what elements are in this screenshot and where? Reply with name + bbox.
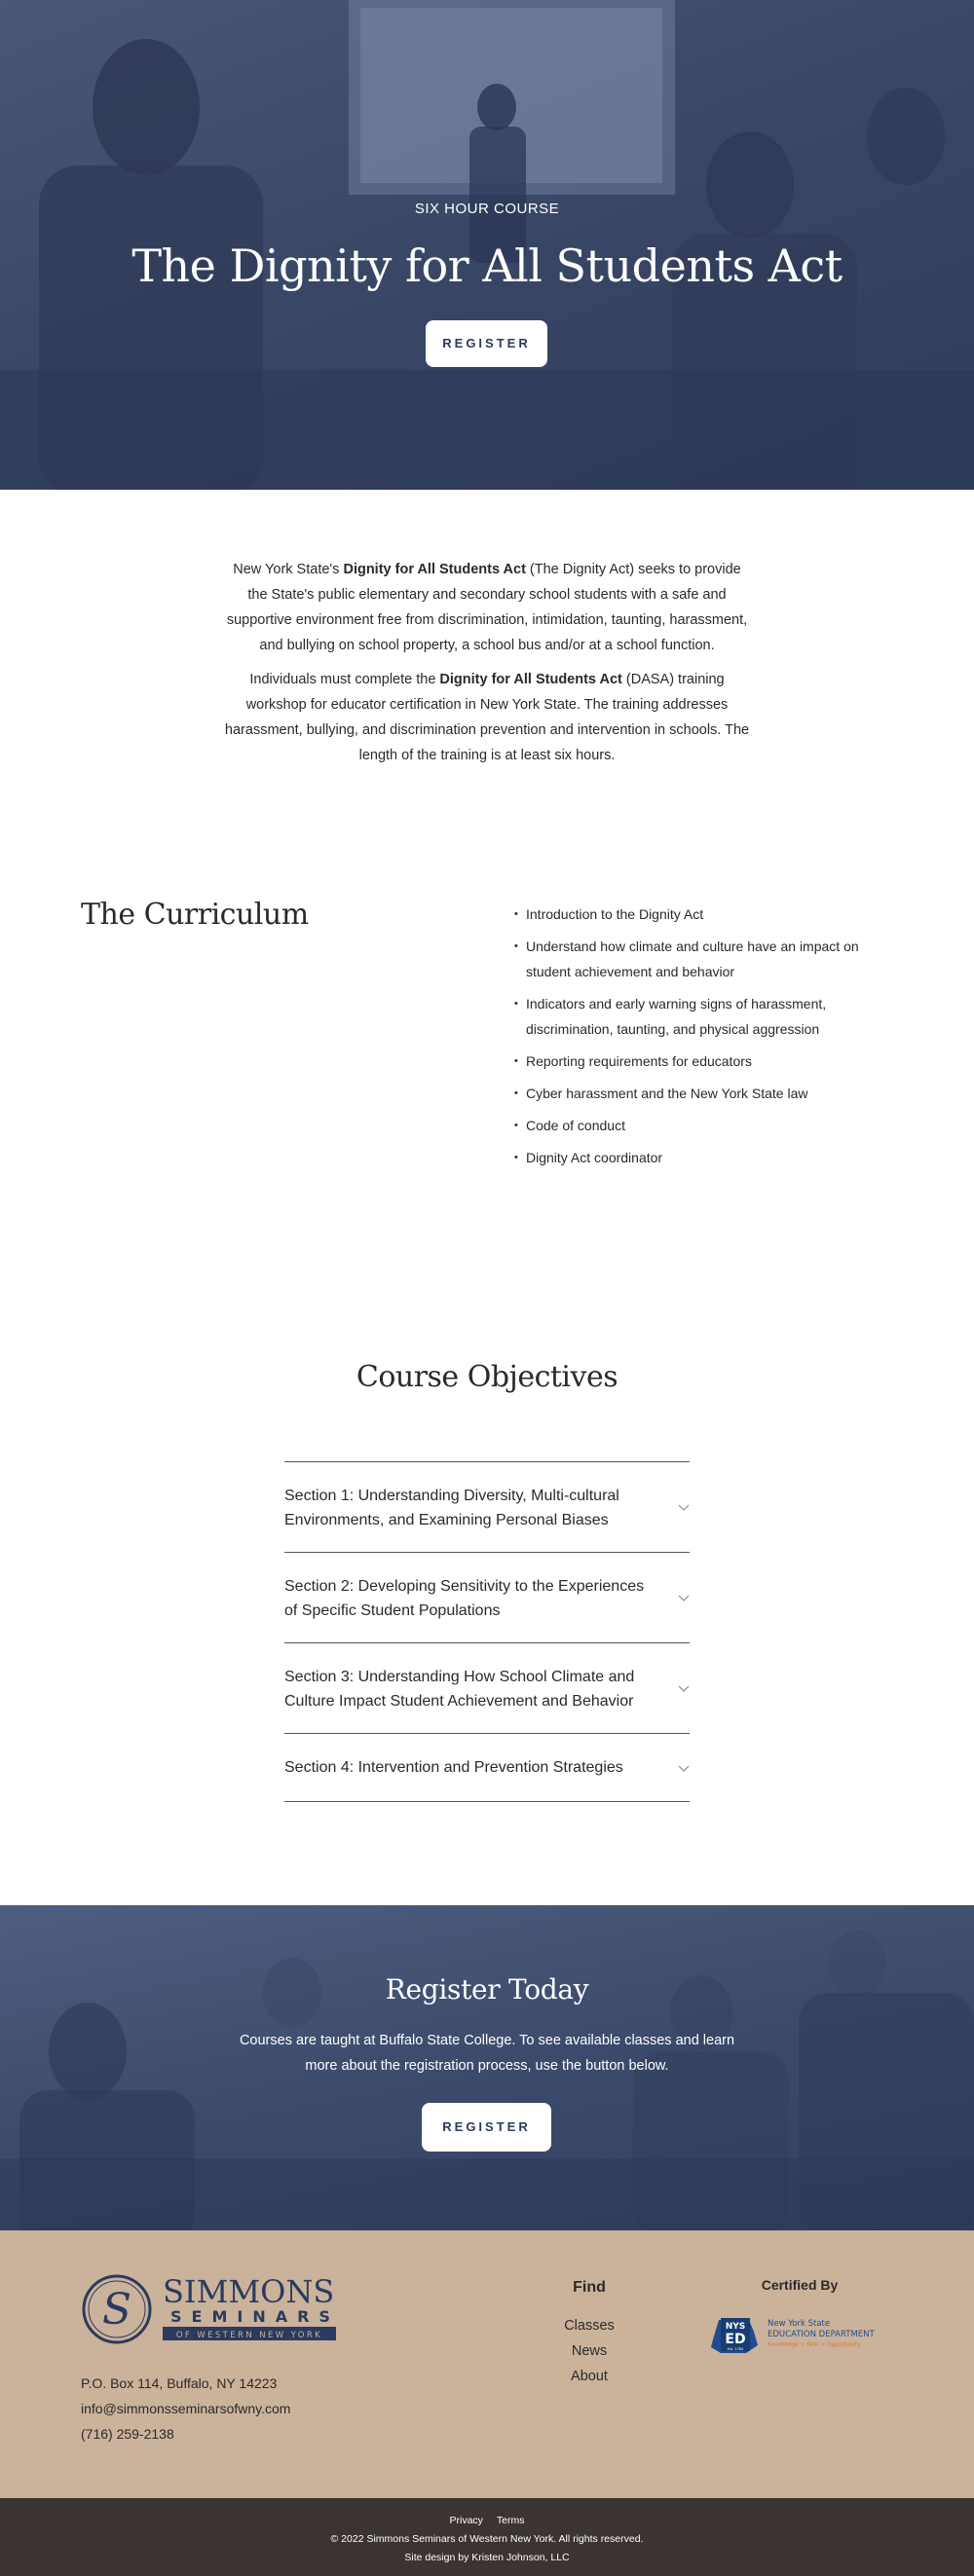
find-heading: Find (573, 2279, 606, 2296)
intro-paragraph-2 (224, 667, 750, 768)
list-item: • Indicators and early warning signs of harassment, discrimination, taunting, and physical aggression (514, 991, 884, 1042)
nysed-motto: Knowledge > Skill > Opportunity (768, 2342, 861, 2348)
list-item: • Dignity Act coordinator (514, 1145, 884, 1170)
accordion-item-section-3[interactable] (284, 1643, 690, 1734)
intro-p1-bold: Dignity for All Students Act (343, 562, 526, 577)
nysed-name-line1: New York State (768, 2319, 831, 2329)
footer-link-about[interactable]: About (571, 2369, 608, 2384)
list-item: • Reporting requirements for educators (514, 1049, 884, 1074)
certified-heading: Certified By (761, 2277, 839, 2293)
register-section (0, 1905, 974, 2230)
list-item: • Cyber harassment and the New York State law (514, 1081, 884, 1106)
email-link[interactable]: info@simmonsseminarsofwny.com (81, 2401, 291, 2416)
chevron-down-icon (678, 1762, 690, 1774)
objectives-title: Course Objectives (356, 1360, 618, 1394)
accordion-item-label: Section 2: Developing Sensitivity to the Experiences of Specific Student Populations (284, 1578, 645, 1619)
nysed-est: Est. 1784 (727, 2347, 744, 2351)
register-title: Register Today (385, 1973, 589, 2006)
phone-link[interactable]: (716) 259-2138 (81, 2426, 174, 2442)
footer-link-news[interactable]: News (571, 2343, 608, 2359)
legal-links (0, 2512, 974, 2530)
hero-section (0, 0, 974, 490)
register-button[interactable]: REGISTER (422, 2103, 551, 2152)
hero-eyebrow: SIX HOUR COURSE (414, 201, 560, 217)
terms-link[interactable]: Terms (496, 2515, 525, 2526)
objectives-accordion (284, 1461, 690, 1802)
nysed-abbr-bottom: ED (725, 2332, 746, 2347)
chevron-down-icon (678, 1501, 690, 1513)
curriculum-title: The Curriculum (81, 898, 309, 932)
accordion-item-section-2[interactable] (284, 1553, 690, 1643)
list-item: • Introduction to the Dignity Act (514, 902, 884, 927)
copyright: © 2022 Simmons Seminars of Western New York. All rights reserved. (330, 2533, 644, 2545)
site-credit: Site design by Kristen Johnson, LLC (404, 2552, 570, 2563)
nysed-name-line2: EDUCATION DEPARTMENT (768, 2330, 875, 2339)
intro-paragraph-1 (224, 557, 750, 658)
svg-text:S: S (101, 2285, 132, 2335)
accordion-item-section-4[interactable] (284, 1734, 690, 1802)
intro-section (0, 490, 974, 826)
curriculum-section (0, 826, 974, 1280)
logo-name: SIMMONS (163, 2273, 335, 2310)
accordion-item-label: Section 1: Understanding Diversity, Multi-cultural Environments, and Examining Personal Biases (284, 1488, 619, 1528)
certified-by (709, 2277, 890, 2359)
privacy-link[interactable]: Privacy (449, 2515, 483, 2526)
site-footer (0, 2230, 974, 2498)
intro-p1-text-end: (The Dignity Act) seeks to provide the State's public elementary and secondary school students with a safe and supportive environment free from discrimination, intimidation, taunting, harassment, and bullying on school property, a school bus and/or at a school function. (226, 562, 748, 653)
register-text: Courses are taught at Buffalo State College. To see available classes and learn more about the registration process, use the button below. (239, 2033, 735, 2074)
nysed-abbr-top: NYS (725, 2322, 746, 2332)
address: P.O. Box 114, Buffalo, NY 14223 (81, 2375, 278, 2391)
list-item: • Code of conduct (514, 1113, 884, 1138)
intro-p1-text: New York State's (233, 562, 344, 577)
chevron-down-icon (678, 1682, 690, 1694)
logo-tagline: OF WESTERN NEW YORK (175, 2331, 323, 2340)
list-item: • Understand how climate and culture have an impact on student achievement and behavior (514, 934, 884, 984)
curriculum-list (514, 902, 884, 1177)
nysed-logo[interactable] (709, 2310, 890, 2359)
footer-bottom-bar (0, 2498, 974, 2576)
logo-sub: SEMINARS (170, 2307, 340, 2326)
hero-register-button[interactable]: REGISTER (426, 320, 547, 367)
page-title: The Dignity for All Students Act (131, 239, 843, 292)
intro-p2-text-end: (DASA) training workshop for educator certification in New York State. The training addresses harassment, bullying, and discrimination prevention and intervention in schools. The length of the training is at least six hours. (224, 672, 750, 763)
intro-p2-text: Individuals must complete the (249, 672, 440, 687)
accordion-item-section-1[interactable] (284, 1462, 690, 1553)
contact-info (81, 2371, 290, 2447)
objectives-section (0, 1280, 974, 1905)
accordion-item-label: Section 3: Understanding How School Climate and Culture Impact Student Achievement and Behavior (284, 1669, 635, 1710)
intro-p2-bold: Dignity for All Students Act (439, 672, 622, 687)
footer-link-classes[interactable]: Classes (564, 2318, 615, 2334)
footer-find-nav (545, 2279, 633, 2389)
accordion-item-label: Section 4: Intervention and Prevention Strategies (284, 1759, 623, 1776)
simmons-logo[interactable] (81, 2273, 344, 2347)
chevron-down-icon (678, 1592, 690, 1603)
